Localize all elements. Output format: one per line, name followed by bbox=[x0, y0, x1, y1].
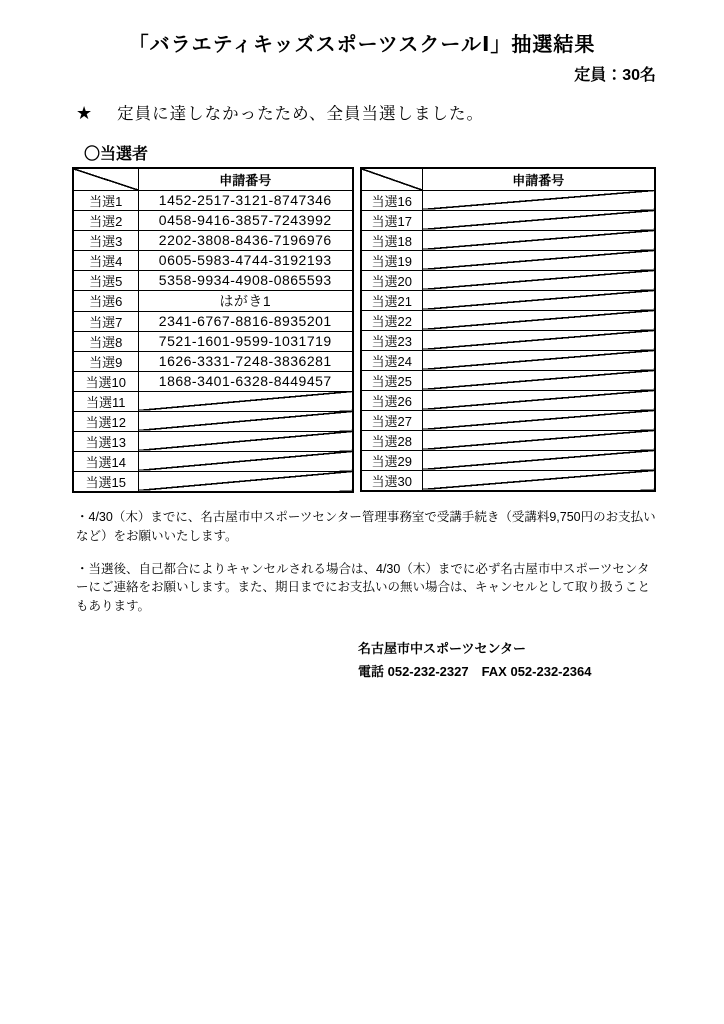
empty-struck-cell bbox=[422, 330, 655, 350]
table-row bbox=[361, 210, 655, 230]
winner-label: 当選29 bbox=[361, 450, 422, 470]
table-row bbox=[361, 190, 655, 210]
winner-label: 当選7 bbox=[73, 311, 138, 331]
winner-label: 当選19 bbox=[361, 250, 422, 270]
empty-struck-cell bbox=[422, 430, 655, 450]
phone-fax-line: 電話 052-232-2327 FAX 052-232-2364 bbox=[358, 663, 592, 679]
diagonal-slash-cell bbox=[361, 168, 422, 190]
winner-label: 当選15 bbox=[73, 471, 138, 492]
application-number: 1868-3401-6328-8449457 bbox=[138, 371, 353, 391]
table-row bbox=[73, 411, 353, 431]
application-number-header: 申請番号 bbox=[422, 168, 655, 190]
application-number: 2202-3808-8436-7196976 bbox=[138, 230, 353, 250]
winner-label: 当選14 bbox=[73, 451, 138, 471]
winners-table-left bbox=[72, 167, 354, 493]
table-row bbox=[73, 371, 353, 391]
empty-struck-cell bbox=[422, 450, 655, 470]
winner-label: 当選5 bbox=[73, 270, 138, 290]
table-row bbox=[73, 311, 353, 331]
table-row bbox=[361, 390, 655, 410]
table-row bbox=[73, 250, 353, 270]
table-row bbox=[361, 250, 655, 270]
winner-label: 当選28 bbox=[361, 430, 422, 450]
empty-struck-cell bbox=[138, 411, 353, 431]
table-row bbox=[73, 331, 353, 351]
empty-struck-cell bbox=[138, 391, 353, 411]
winner-label: 当選2 bbox=[73, 210, 138, 230]
table-row bbox=[361, 330, 655, 350]
winner-label: 当選11 bbox=[73, 391, 138, 411]
table-row bbox=[73, 210, 353, 230]
table-row bbox=[73, 471, 353, 492]
application-number: 1626-3331-7248-3836281 bbox=[138, 351, 353, 371]
winner-label: 当選4 bbox=[73, 250, 138, 270]
table-row bbox=[73, 290, 353, 311]
diagonal-slash-cell bbox=[73, 168, 138, 190]
table-row bbox=[361, 310, 655, 330]
table-header-row bbox=[73, 168, 353, 190]
empty-struck-cell bbox=[422, 290, 655, 310]
organization-name: 名古屋市中スポーツセンター bbox=[358, 641, 526, 656]
winner-label: 当選27 bbox=[361, 410, 422, 430]
application-number: 5358-9934-4908-0865593 bbox=[138, 270, 353, 290]
application-number: 1452-2517-3121-8747346 bbox=[138, 190, 353, 210]
application-number: 0458-9416-3857-7243992 bbox=[138, 210, 353, 230]
empty-struck-cell bbox=[422, 370, 655, 390]
winner-label: 当選9 bbox=[73, 351, 138, 371]
table-row bbox=[73, 230, 353, 250]
empty-struck-cell bbox=[422, 210, 655, 230]
empty-struck-cell bbox=[422, 410, 655, 430]
application-number-header: 申請番号 bbox=[138, 168, 353, 190]
winners-section-heading: 〇当選者 bbox=[84, 146, 149, 163]
announcement-text: 定員に達しなかったため、全員当選しました。 bbox=[117, 105, 484, 123]
winner-label: 当選26 bbox=[361, 390, 422, 410]
application-number: 7521-1601-9599-1031719 bbox=[138, 331, 353, 351]
winner-label: 当選23 bbox=[361, 330, 422, 350]
winner-label: 当選8 bbox=[73, 331, 138, 351]
application-number: 0605-5983-4744-3192193 bbox=[138, 250, 353, 270]
table-row bbox=[361, 410, 655, 430]
winner-label: 当選12 bbox=[73, 411, 138, 431]
table-row bbox=[361, 370, 655, 390]
empty-struck-cell bbox=[422, 390, 655, 410]
empty-struck-cell bbox=[422, 310, 655, 330]
table-header-row bbox=[361, 168, 655, 190]
empty-struck-cell bbox=[138, 451, 353, 471]
winner-label: 当選30 bbox=[361, 470, 422, 491]
table-row bbox=[73, 190, 353, 210]
winner-label: 当選13 bbox=[73, 431, 138, 451]
table-row bbox=[361, 450, 655, 470]
notes-section bbox=[76, 508, 658, 616]
winners-tables bbox=[72, 167, 656, 493]
table-row bbox=[361, 430, 655, 450]
table-row bbox=[73, 270, 353, 290]
empty-struck-cell bbox=[422, 270, 655, 290]
winner-label: 当選17 bbox=[361, 210, 422, 230]
winner-label: 当選10 bbox=[73, 371, 138, 391]
application-number: 2341-6767-8816-8935201 bbox=[138, 311, 353, 331]
table-row bbox=[73, 451, 353, 471]
winner-label: 当選21 bbox=[361, 290, 422, 310]
table-row bbox=[361, 290, 655, 310]
note-payment: ・4/30（木）までに、名古屋市中スポーツセンター管理事務室で受講手続き（受講料9,750円のお支払いなど）をお願いいたします。 bbox=[76, 510, 656, 543]
empty-struck-cell bbox=[422, 250, 655, 270]
page-title: 「バラエティキッズスポーツスクールⅠ」抽選結果 bbox=[128, 34, 596, 56]
star-icon: ★ bbox=[76, 103, 94, 123]
note-cancellation: ・当選後、自己都合によりキャンセルされる場合は、4/30（木）までに必ず名古屋市中スポーツセンターにご連絡をお願いします。また、期日までにお支払いの無い場合は、キャンセルとして取り扱うこともあります。 bbox=[76, 561, 651, 613]
winner-label: 当選20 bbox=[361, 270, 422, 290]
table-row bbox=[73, 351, 353, 371]
footer-contact bbox=[358, 638, 591, 684]
empty-struck-cell bbox=[138, 431, 353, 451]
application-number: はがき1 bbox=[138, 290, 353, 311]
winner-label: 当選16 bbox=[361, 190, 422, 210]
empty-struck-cell bbox=[422, 230, 655, 250]
winner-label: 当選24 bbox=[361, 350, 422, 370]
empty-struck-cell bbox=[138, 471, 353, 492]
winner-label: 当選3 bbox=[73, 230, 138, 250]
table-row bbox=[73, 431, 353, 451]
table-row bbox=[73, 391, 353, 411]
winner-label: 当選18 bbox=[361, 230, 422, 250]
winners-table-right bbox=[360, 167, 656, 492]
table-row bbox=[361, 270, 655, 290]
winner-label: 当選22 bbox=[361, 310, 422, 330]
announcement-line bbox=[76, 100, 484, 124]
empty-struck-cell bbox=[422, 470, 655, 491]
winner-label: 当選1 bbox=[73, 190, 138, 210]
table-row bbox=[361, 470, 655, 491]
capacity-label: 定員：30名 bbox=[574, 67, 656, 84]
empty-struck-cell bbox=[422, 190, 655, 210]
empty-struck-cell bbox=[422, 350, 655, 370]
table-row bbox=[361, 350, 655, 370]
winner-label: 当選6 bbox=[73, 290, 138, 311]
winner-label: 当選25 bbox=[361, 370, 422, 390]
table-row bbox=[361, 230, 655, 250]
